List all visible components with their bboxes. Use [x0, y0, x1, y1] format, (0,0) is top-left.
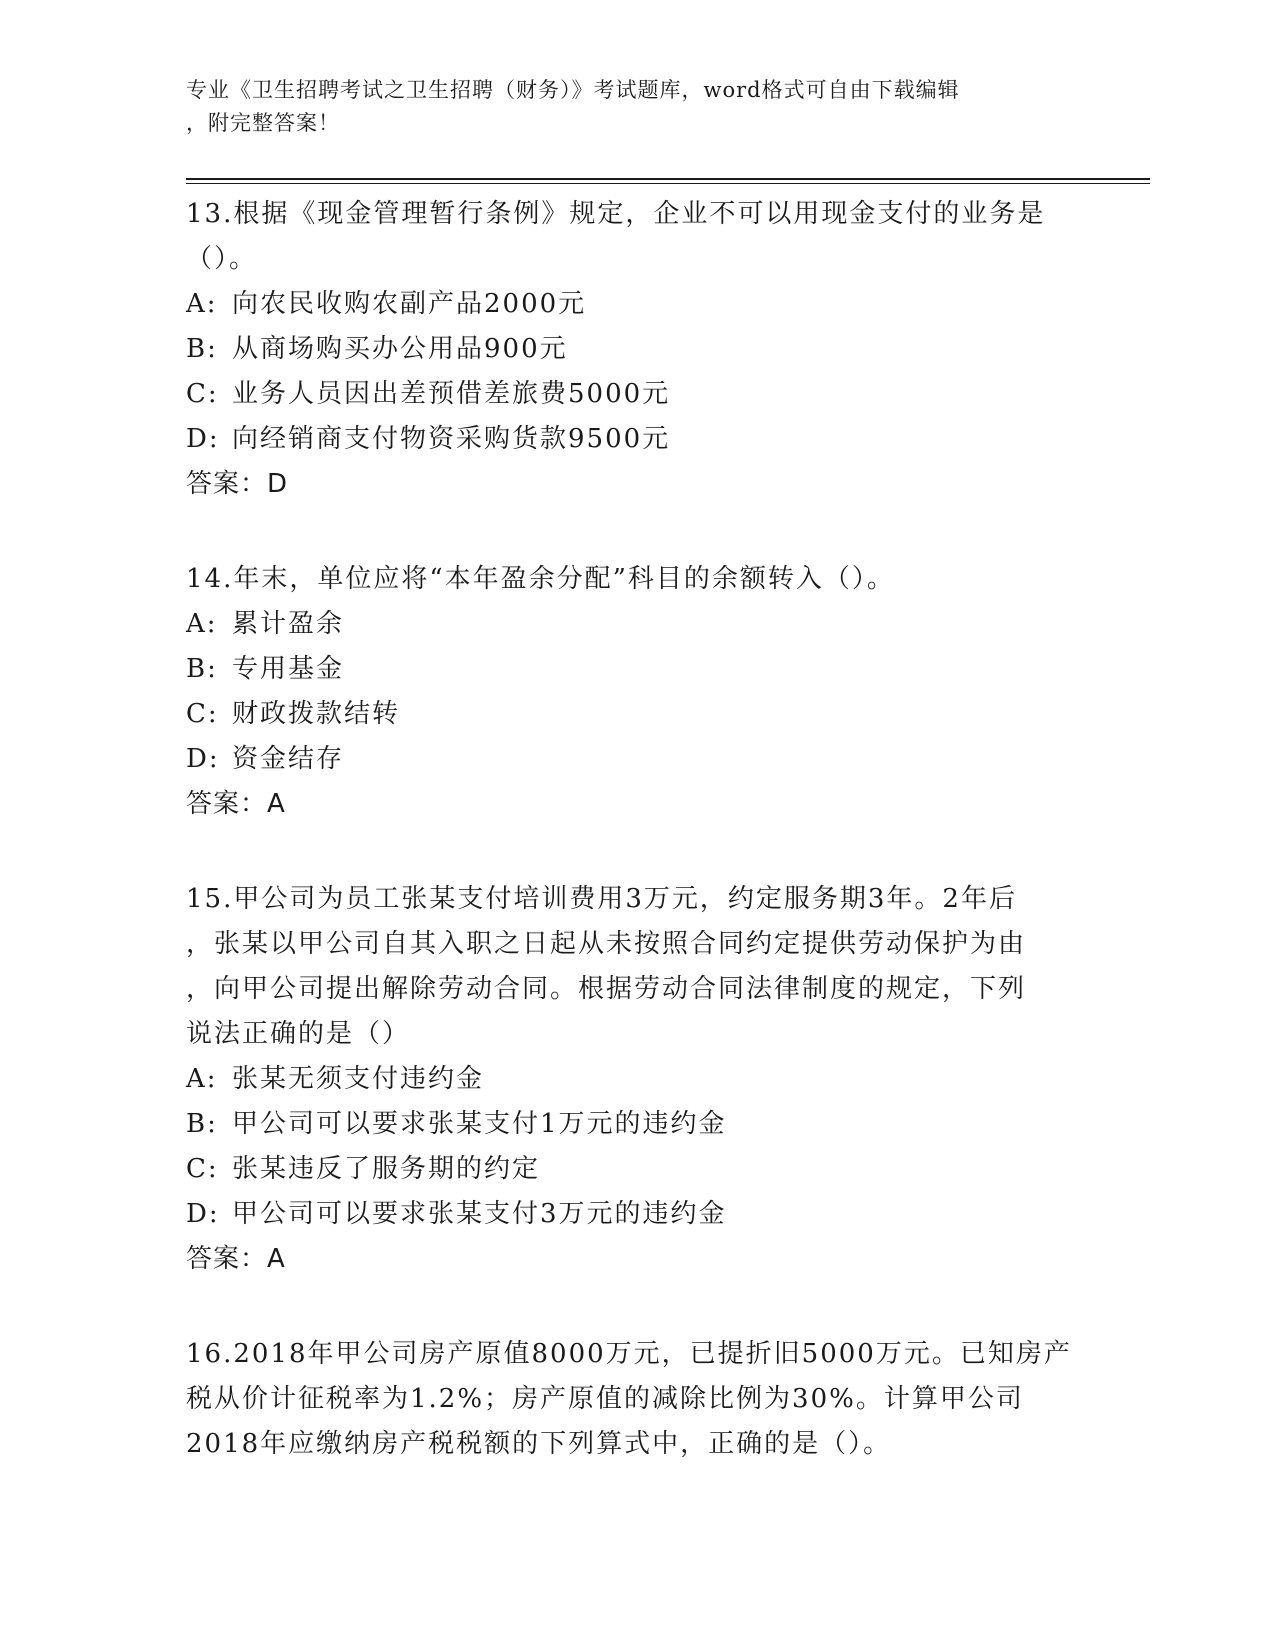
question-text: 2018年应缴纳房产税税额的下列算式中，正确的是（）。 [186, 1429, 892, 1459]
question-text: 16.2018年甲公司房产原值8000万元，已提折旧5000万元。已知房产 [186, 1339, 1072, 1369]
option-letter: B: [186, 1109, 218, 1139]
option-text: 专用基金 [232, 654, 345, 684]
document-header [186, 74, 1086, 140]
option-letter: C: [186, 1154, 219, 1184]
option-letter: D: [186, 1199, 220, 1229]
question-text: 14.年末，单位应将“本年盈余分配”科目的余额转入（）。 [186, 564, 895, 594]
answer-line: 答案：A [186, 1244, 286, 1274]
question-text: 15.甲公司为员工张某支付培训费用3万元，约定服务期3年。2年后 [186, 884, 1017, 914]
option-c [186, 372, 1086, 417]
option-letter: B: [186, 654, 218, 684]
option-b [186, 327, 1086, 372]
question-14 [186, 557, 1086, 827]
option-c [186, 1147, 1086, 1192]
option-text: 财政拨款结转 [232, 699, 401, 729]
option-letter: A: [186, 1064, 218, 1094]
question-text: 说法正确的是（） [186, 1019, 411, 1049]
option-d [186, 417, 1086, 462]
option-text: 张某违反了服务期的约定 [232, 1154, 541, 1184]
option-text: 资金结存 [232, 744, 345, 774]
option-d [186, 737, 1086, 782]
option-letter: B: [186, 334, 218, 364]
option-text: 张某无须支付违约金 [232, 1064, 485, 1094]
option-text: 甲公司可以要求张某支付3万元的违约金 [232, 1199, 727, 1229]
question-13 [186, 192, 1086, 507]
option-c [186, 692, 1086, 737]
question-text: ，向甲公司提出解除劳动合同。根据劳动合同法律制度的规定，下列 [186, 974, 1027, 1004]
option-text: 向经销商支付物资采购货款9500元 [232, 424, 671, 454]
answer-line: 答案：A [186, 789, 286, 819]
option-a [186, 282, 1086, 327]
option-letter: A: [186, 289, 218, 319]
question-text: 13.根据《现金管理暂行条例》规定，企业不可以用现金支付的业务是 [186, 199, 1046, 229]
option-letter: D: [186, 744, 220, 774]
option-letter: C: [186, 379, 219, 409]
option-b [186, 647, 1086, 692]
option-text: 业务人员因出差预借差旅费5000元 [232, 379, 671, 409]
header-line-1: 专业《卫生招聘考试之卫生招聘（财务）》考试题库，word格式可自由下载编辑 [186, 78, 960, 102]
option-text: 累计盈余 [232, 609, 345, 639]
header-divider-thick [186, 178, 1150, 180]
option-text: 甲公司可以要求张某支付1万元的违约金 [232, 1109, 727, 1139]
question-15 [186, 877, 1086, 1282]
option-d [186, 1192, 1086, 1237]
question-text: 税从价计征税率为1.2%；房产原值的减除比例为30%。计算甲公司 [186, 1384, 1024, 1414]
option-letter: A: [186, 609, 218, 639]
answer-line: 答案：D [186, 469, 289, 499]
question-text: ，张某以甲公司自其入职之日起从未按照合同约定提供劳动保护为由 [186, 929, 1027, 959]
option-a [186, 602, 1086, 647]
option-letter: C: [186, 699, 219, 729]
option-a [186, 1057, 1086, 1102]
question-16 [186, 1332, 1086, 1467]
option-text: 向农民收购农副产品2000元 [232, 289, 587, 319]
header-line-2: ，附完整答案！ [186, 111, 340, 135]
option-b [186, 1102, 1086, 1147]
option-letter: D: [186, 424, 220, 454]
question-list [186, 192, 1086, 1517]
question-text: （）。 [186, 244, 258, 274]
option-text: 从商场购买办公用品900元 [232, 334, 568, 364]
header-divider-thin [186, 183, 1150, 184]
